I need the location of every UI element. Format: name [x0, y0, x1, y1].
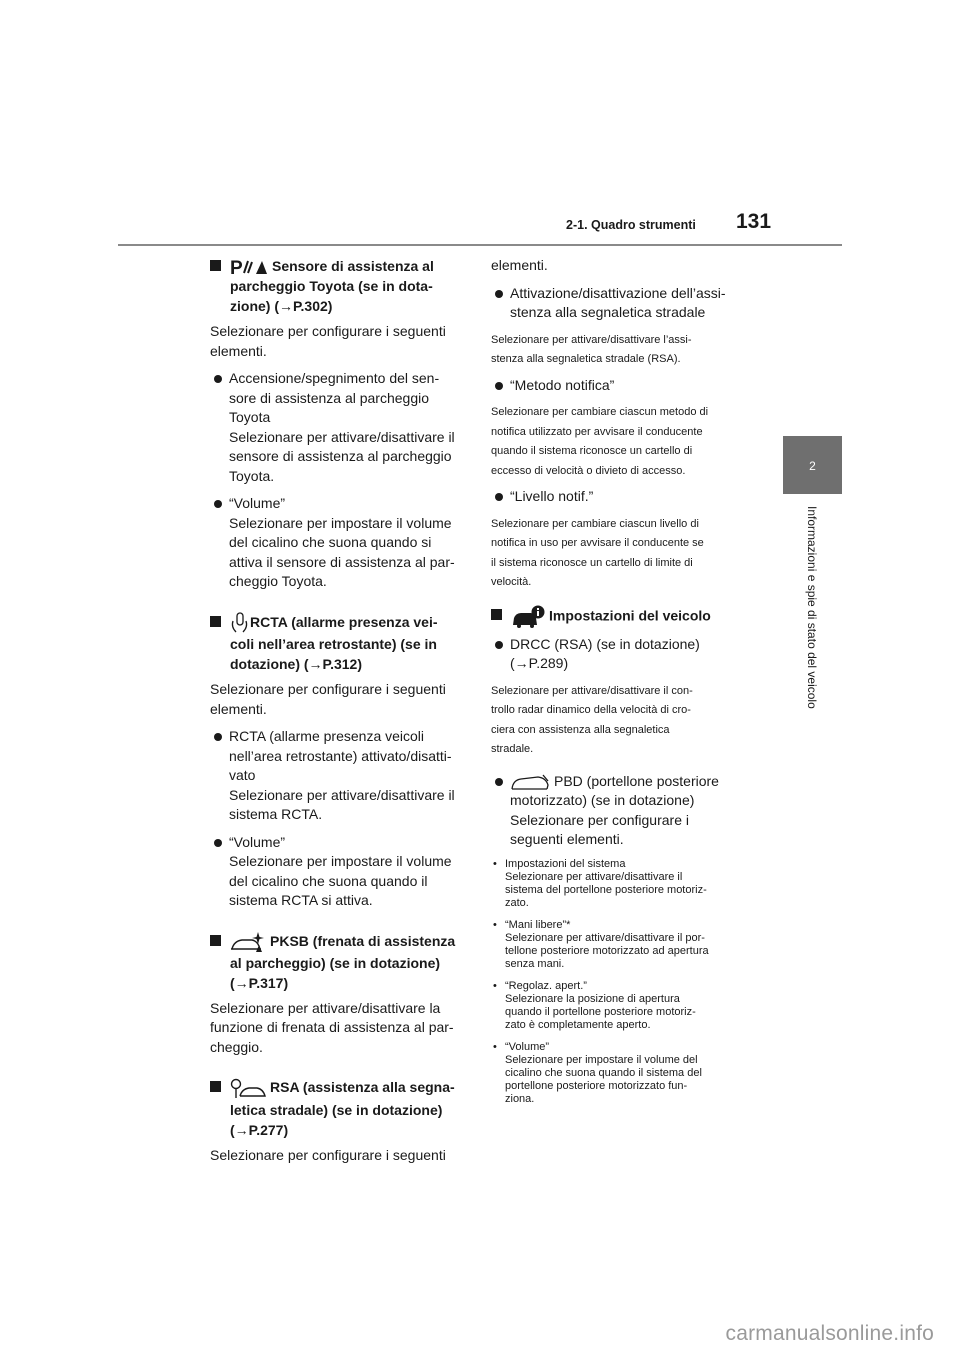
right-column [491, 256, 746, 1115]
page-number: 131 [736, 210, 772, 233]
heading-line: parcheggio Toyota (se in dota- [230, 278, 433, 295]
paragraph: elementi. [491, 257, 548, 273]
note-text: Selezionare per attivare/disattivare il con- trollo radar dinamico della velocità di cro- ciera con assistenza alla segnaletica stradale. [491, 684, 693, 755]
bullet-item: “Volume” Selezionare per impostare il volume del cicalino che suona quando il sistema RCTA si attiva. [210, 833, 465, 911]
paragraph: Selezionare per configurare i seguenti elementi. [210, 681, 446, 717]
heading-parking-assist [210, 256, 465, 316]
sub-bullet-item: • “Volume” Selezionare per impostare il volume del cicalino che suona quando il sistema del portellone posteriore motorizzato fun- ziona. [493, 1040, 702, 1105]
round-bullet-icon [214, 500, 222, 508]
sub-bullet-item: • Impostazioni del sistema Selezionare per attivare/disattivare il sistema del portellone posteriore motoriz- zato. [493, 857, 707, 909]
bullet-item: PBD (portellone posteriore motorizzato) (se in dotazione) Selezionare per configurare i seguenti elementi. [491, 772, 746, 850]
bullet-item: “Volume” Selezionare per impostare il volume del cicalino che suona quando si attiva il sensore di assistenza al par- cheggio Toyota. [210, 494, 465, 592]
round-bullet-icon [495, 493, 503, 501]
left-column [210, 256, 465, 1173]
power-back-door-icon [510, 773, 550, 791]
heading-line: zione) (→P.302) [230, 298, 333, 315]
round-bullet-icon [495, 778, 503, 786]
bullet-item: DRCC (RSA) (se in dotazione) (→P.289) [491, 635, 746, 674]
round-bullet-icon [214, 839, 222, 847]
round-bullet-icon [495, 290, 503, 298]
paragraph: Selezionare per configurare i seguenti elementi. [210, 323, 446, 359]
svg-text:P: P [230, 258, 243, 277]
chapter-tab [783, 436, 842, 494]
watermark: carmanualsonline.info [725, 1322, 934, 1345]
note-text: Selezionare per cambiare ciascun livello di notifica in uso per avvisare il conducente se il sistema riconosce un cartello di limite di velocità. [491, 517, 704, 588]
heading-rcta: RCTA (allarme presenza vei- coli nell’area retrostante) (se in dotazione) (→P.312) [210, 612, 465, 674]
chapter-title: Informazioni e spie di stato del veicolo [805, 506, 819, 709]
header-rule [118, 244, 842, 246]
round-bullet-icon [495, 382, 503, 390]
small-bullet-icon: • [493, 979, 497, 992]
square-bullet-icon [210, 260, 221, 271]
paragraph: Selezionare per configurare i seguenti [210, 1146, 446, 1163]
rcta-icon [230, 612, 250, 634]
bullet-item: Accensione/spegnimento del sen- sore di assistenza al parcheggio Toyota Selezionare per attivare/disattivare il sensore di assistenza al parcheggio Toyota. [210, 369, 465, 486]
chapter-side-label [783, 506, 842, 746]
note-text: Selezionare per cambiare ciascun metodo di notifica utilizzato per avvisare il conducente quando il sistema riconosce un cartello di eccesso di velocità o divieto di accesso. [491, 406, 709, 477]
bullet-item: “Livello notif.” [491, 487, 746, 507]
vehicle-settings-icon [511, 605, 545, 629]
round-bullet-icon [214, 375, 222, 383]
small-bullet-icon: • [493, 1040, 497, 1053]
sub-bullet-item: • “Regolaz. apert.” Selezionare la posizione di apertura quando il portellone posteriore motoriz- zato è completamente aperto. [493, 979, 696, 1031]
note-text: Selezionare per attivare/disattivare l’assi- stenza alla segnaletica stradale (RSA). [491, 333, 692, 365]
small-bullet-icon: • [493, 857, 497, 870]
bullet-item: Attivazione/disattivazione dell’assi- stenza alla segnaletica stradale [491, 284, 746, 323]
parking-assist-icon [230, 258, 268, 276]
round-bullet-icon [495, 641, 503, 649]
rsa-icon [230, 1078, 266, 1100]
bullet-item: “Metodo notifica” [491, 376, 746, 396]
sub-bullet-item: • “Mani libere”* Selezionare per attivare/disattivare il por- tellone posteriore motorizzato ad apertura senza mani. [493, 918, 709, 970]
square-bullet-icon [210, 935, 221, 946]
heading-pksb: PKSB (frenata di assistenza al parcheggio) (se in dotazione) (→P.317) [210, 931, 465, 993]
square-bullet-icon [491, 609, 502, 620]
heading-rsa: RSA (assistenza alla segna- letica stradale) (se in dotazione) (→P.277) [210, 1077, 465, 1139]
chapter-number: 2 [809, 459, 816, 473]
small-bullet-icon: • [493, 918, 497, 931]
heading-vehicle-settings: Impostazioni del veicolo [491, 605, 746, 629]
square-bullet-icon [210, 1081, 221, 1092]
square-bullet-icon [210, 616, 221, 627]
pksb-icon [230, 931, 266, 953]
heading-line: Sensore di assistenza al [272, 258, 434, 274]
section-title: 2-1. Quadro strumenti [566, 218, 696, 232]
bullet-item: RCTA (allarme presenza veicoli nell’area retrostante) attivato/disatti- vato Selezionare per attivare/disattivare il sistema RCTA. [210, 727, 465, 825]
round-bullet-icon [214, 733, 222, 741]
paragraph: Selezionare per attivare/disattivare la funzione di frenata di assistenza al par- cheggio. [210, 999, 454, 1055]
